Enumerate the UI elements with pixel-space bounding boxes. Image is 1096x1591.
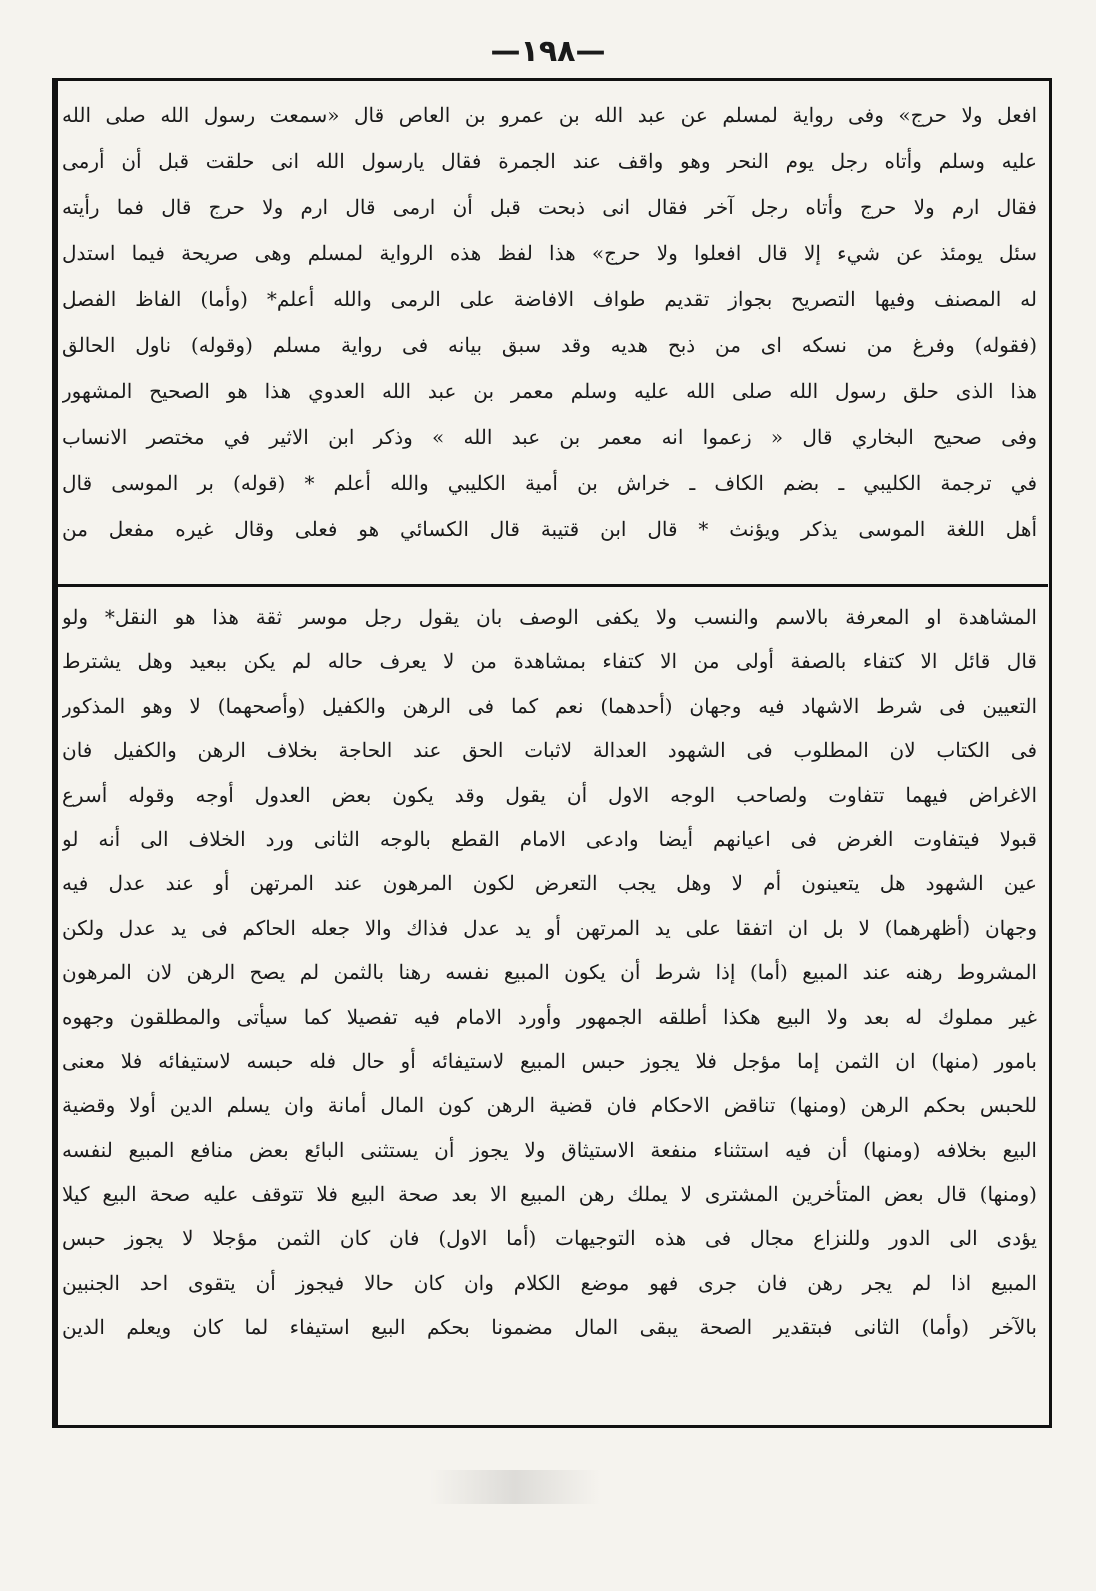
text-line: أهل اللغة الموسى يذكر ويؤنث * قال ابن قتيبة قال الكسائي هو فعلى وقال غيره مفعل من xyxy=(62,517,1037,541)
page-number: —١٩٨— xyxy=(490,34,606,69)
text-line: بالآخر (وأما) الثانى فبتقدير الصحة يبقى المال مضمونا بحكم البيع استيفاء لما كان ويعلم الدين xyxy=(62,1315,1037,1340)
section-divider xyxy=(58,584,1048,587)
text-line: الاغراض فيهما تتفاوت ولصاحب الوجه الاول أن يقول وقد يكون بعض العدول أوجه وقوله أسرع xyxy=(62,782,1037,807)
text-line: (ومنها) قال بعض المتأخرين المشترى لا يملك رهن المبيع الا بعد صحة البيع فلا تتوقف عليه صحة البيع كيلا xyxy=(62,1182,1037,1207)
commentary-text-block xyxy=(62,92,1037,580)
text-line: هذا الذى حلق رسول الله صلى الله عليه وسلم معمر بن عبد الله العدوي هذا هو الصحيح المشهور xyxy=(62,379,1037,403)
text-line: وجهان (أظهرهما) لا بل ان اتفقا على يد المرتهن أو يد عدل فذاك والا جعله الحاكم فى يد عدل ولكن xyxy=(62,915,1037,940)
text-line: للحبس بحكم الرهن (ومنها) تناقض الاحكام فان قضية الرهن كون المال أمانة وان يسلم الدين أولا وقضية xyxy=(62,1093,1037,1118)
text-line: (فقوله) وفرغ من نسكه اى من ذبح هديه وقد سبق بيانه فى رواية مسلم (وقوله) ناول الحالق xyxy=(62,333,1037,357)
text-line: عين الشهود هل يتعينون أم لا وهل يجب التعرض لكون المرهون عند المرتهن أو عند عدل فيه xyxy=(62,871,1037,896)
text-line: في ترجمة الكليبي ـ بضم الكاف ـ خراش بن أمية الكليبي والله أعلم * (قوله) بر الموسى قال xyxy=(62,471,1037,495)
text-line: المشاهدة او المعرفة بالاسم والنسب ولا يكفى الوصف بان يقول رجل موسر ثقة هذا هو النقل* ولو xyxy=(62,605,1037,629)
text-line: فى الكتاب لان المطلوب فى الشهود العدالة لاثبات الحق عند الحاجة بخلاف الرهن والكفيل فان xyxy=(62,738,1037,763)
text-line: فقال ارم ولا حرج وأتاه رجل آخر فقال انى ذبحت قبل أن ارمى قال ارم ولا حرج قال فما رأيته xyxy=(62,195,1037,219)
text-line: وفى صحيح البخاري قال « زعموا انه معمر بن عبد الله » وذكر ابن الاثير في مختصر الانساب xyxy=(62,425,1037,449)
text-line: المشروط رهنه عند المبيع (أما) إذا شرط أن يكون المبيع نفسه رهنا بالثمن لم يصح الرهن لان المرهون xyxy=(62,960,1037,985)
text-line: المبيع اذا لم يجر رهن فان جرى فهو موضع الكلام وان كان حالا فيجوز أن يتقوى احد الجنبين xyxy=(62,1270,1037,1295)
text-line: عليه وسلم وأتاه رجل يوم النحر وهو واقف عند الجمرة فقال يارسول الله انى حلقت قبل أن أرمى xyxy=(62,149,1037,173)
text-line: سئل يومئذ عن شيء إلا قال افعلوا ولا حرج» هذا لفظ هذه الرواية لمسلم وهى صريحة فيما استدل xyxy=(62,241,1037,265)
text-line: له المصنف وفيها التصريح بجواز تقديم طواف الافاضة على الرمى والله أعلم* (وأما) الفاظ الفصل xyxy=(62,287,1037,311)
text-line: قبولا فيتفاوت الغرض فى اعيانهم أيضا وادعى الامام القطع بالوجه الثانى ورد الخلاف الى أنه لو xyxy=(62,826,1037,851)
text-line: بامور (منها) ان الثمن إما مؤجل فلا يجوز حبس المبيع لاستيفائه أو حال فله حبسه لاستيفائه فلا معنى xyxy=(62,1048,1037,1073)
main-text-block xyxy=(62,595,1037,1417)
text-line: افعل ولا حرج» وفى رواية لمسلم عن عبد الله بن عمرو بن العاص قال «سمعت رسول الله صلى الله xyxy=(62,103,1037,127)
text-line: التعيين فى شرط الاشهاد فيه وجهان (أحدهما) نعم كما فى الرهن والكفيل (وأصحهما) لا وهو المذكور xyxy=(62,693,1037,718)
scan-smudge xyxy=(430,1470,600,1504)
text-line: قال قائل الا كتفاء بالصفة أولى من الا كتفاء بمشاهدة من لا يعرف حاله لم يكن ببعيد وهل يشترط xyxy=(62,649,1037,674)
text-line: غير مملوك له بعد ولا البيع هكذا أطلقه الجمهور وأورد الامام فيه تفصيلا كما سيأتى والمطلقون وجهوه xyxy=(62,1004,1037,1029)
text-line: البيع بخلافه (ومنها) أن فيه استثناء منفعة الاستيثاق ولا يجوز أن يستثنى البائع بعض منافع المبيع لنفسه xyxy=(62,1137,1037,1162)
text-line: يؤدى الى الدور وللنزاع مجال فى هذه التوجيهات (أما الاول) فان كان الثمن مؤجلا لا يجوز حبس xyxy=(62,1226,1037,1251)
